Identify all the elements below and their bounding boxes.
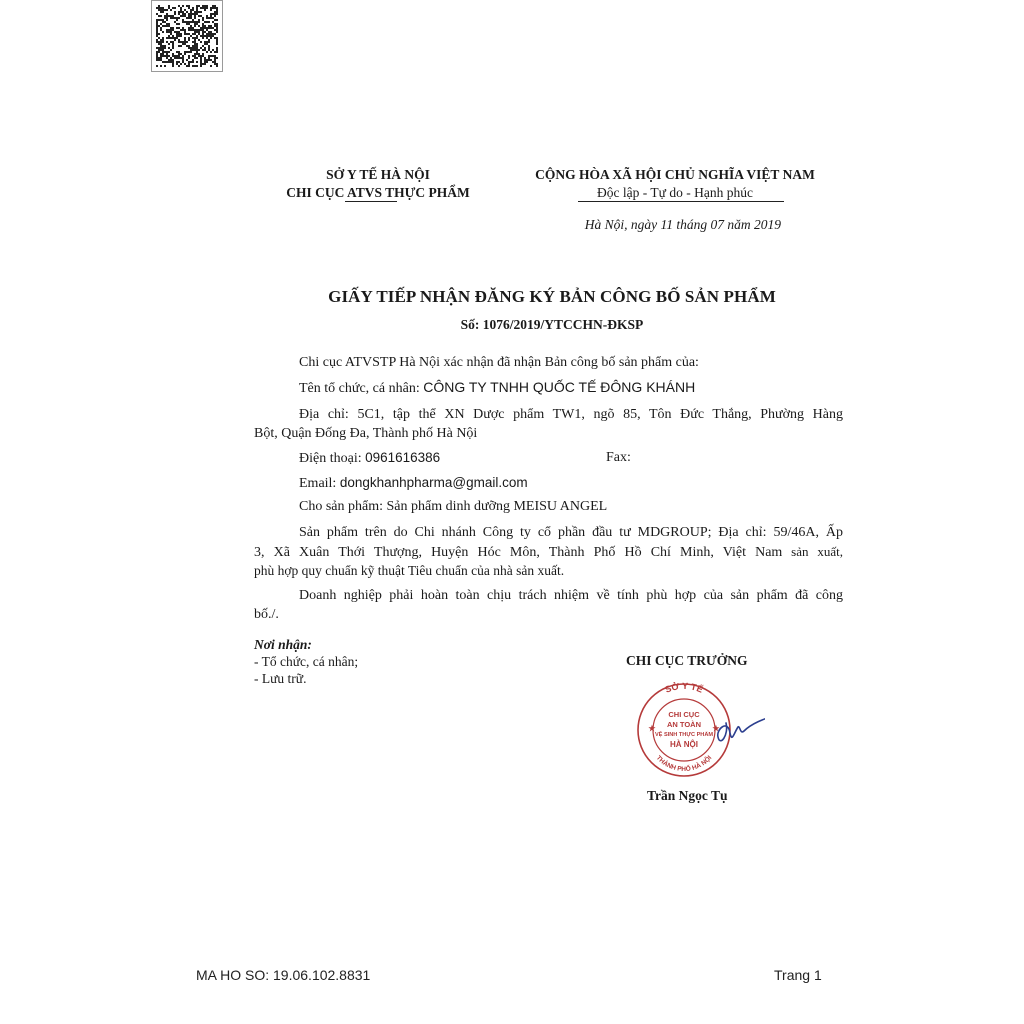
product-value: Sản phẩm dinh dưỡng MEISU ANGEL [386,499,608,514]
motto: Độc lập - Tự do - Hạnh phúc [597,185,753,200]
issuing-agency [250,166,506,202]
recipient-item: - Tổ chức, cá nhân; [254,654,359,669]
qr-code-icon [156,5,218,67]
recipients-heading: Nơi nhận: [254,637,312,652]
seal-arc-top: SỞ Y TẾ [663,680,705,695]
manufacturer-location: 3, Xã Xuân Thới Thượng, Huyện Hóc Môn, Thành Phố Hồ Chí Minh, Việt Nam [254,545,783,560]
fax-label: Fax: [606,450,631,465]
issue-date: Hà Nội, ngày 11 tháng 07 năm 2019 [584,217,781,232]
country-name: CỘNG HÒA XÃ HỘI CHỦ NGHĨA VIỆT NAM [535,167,815,182]
phone-line [299,448,440,468]
seal-star-right: ★ [712,724,720,733]
address-line-2: Bột, Quận Đống Đa, Thành phố Hà Nội [254,426,478,441]
document-number: Số: 1076/2019/YTCCHN-ĐKSP [460,317,644,332]
qr-code [151,0,223,72]
product-label: Cho sản phẩm: [299,499,387,514]
seal-line: AN TOÀN [666,720,702,729]
manufacturer-line-1: Sản phẩm trên do Chi nhánh Công ty cổ phần đầu tư MDGROUP; Địa chỉ: 59/46A, Ấp [299,525,843,540]
manufacturer-line-3: phù hợp quy chuẩn kỹ thuật Tiêu chuẩn của nhà sản xuất. [254,563,565,578]
seal-line: VỆ SINH THỰC PHẨM [654,732,714,738]
responsibility-line-1: Doanh nghiệp phải hoàn toàn chịu trách nhiệm về tính phù hợp của sản phẩm đã công [299,588,843,603]
signer-name: Trần Ngọc Tụ [647,788,728,803]
document-title: GIẤY TIẾP NHẬN ĐĂNG KÝ BẢN CÔNG BỐ SẢN PHẨM [328,287,776,306]
phone-label: Điện thoại: [299,451,366,466]
email-label: Email: [299,476,340,491]
org-value: CÔNG TY TNHH QUỐC TẾ ĐÔNG KHÁNH [423,379,696,395]
signer-title: CHI CỤC TRƯỞNG [626,653,748,668]
phone-value: 0961616386 [365,450,441,465]
seal-line: HÀ NỘI [670,740,698,749]
responsibility-line-2: bố./. [254,607,279,622]
email-line [299,473,528,493]
seal-star-left: ★ [648,724,656,733]
official-seal [630,675,765,785]
file-code: MA HO SO: 19.06.102.8831 [196,967,371,983]
seal-inner-ring [653,699,715,761]
national-motto [506,166,844,202]
agency-underline [345,201,397,202]
address-line-1: Địa chỉ: 5C1, tập thể XN Dược phẩm TW1, ngõ 85, Tôn Đức Thắng, Phường Hàng [299,407,843,422]
organization-line [299,378,695,398]
seal-line: CHI CỤC [668,710,700,719]
email-value: dongkhanhpharma@gmail.com [339,475,528,490]
manufacturer-line-2 [254,542,843,562]
agency-name: CHI CỤC ATVS THỰC PHẨM [286,185,470,200]
agency-parent: SỞ Y TẾ HÀ NỘI [326,167,430,182]
motto-underline [578,201,784,202]
manufacturer-produced: sản xuất, [782,544,844,559]
handwritten-signature [718,711,765,741]
page-number: Trang 1 [774,967,822,983]
product-line [299,497,607,516]
seal-arc-bottom: THÀNH PHỐ HÀ NỘI [654,754,714,774]
intro-text: Chi cục ATVSTP Hà Nội xác nhận đã nhận Bản công bố sản phẩm của: [299,355,699,370]
recipient-item: - Lưu trữ. [254,671,307,686]
org-label: Tên tổ chức, cá nhân: [299,381,424,396]
